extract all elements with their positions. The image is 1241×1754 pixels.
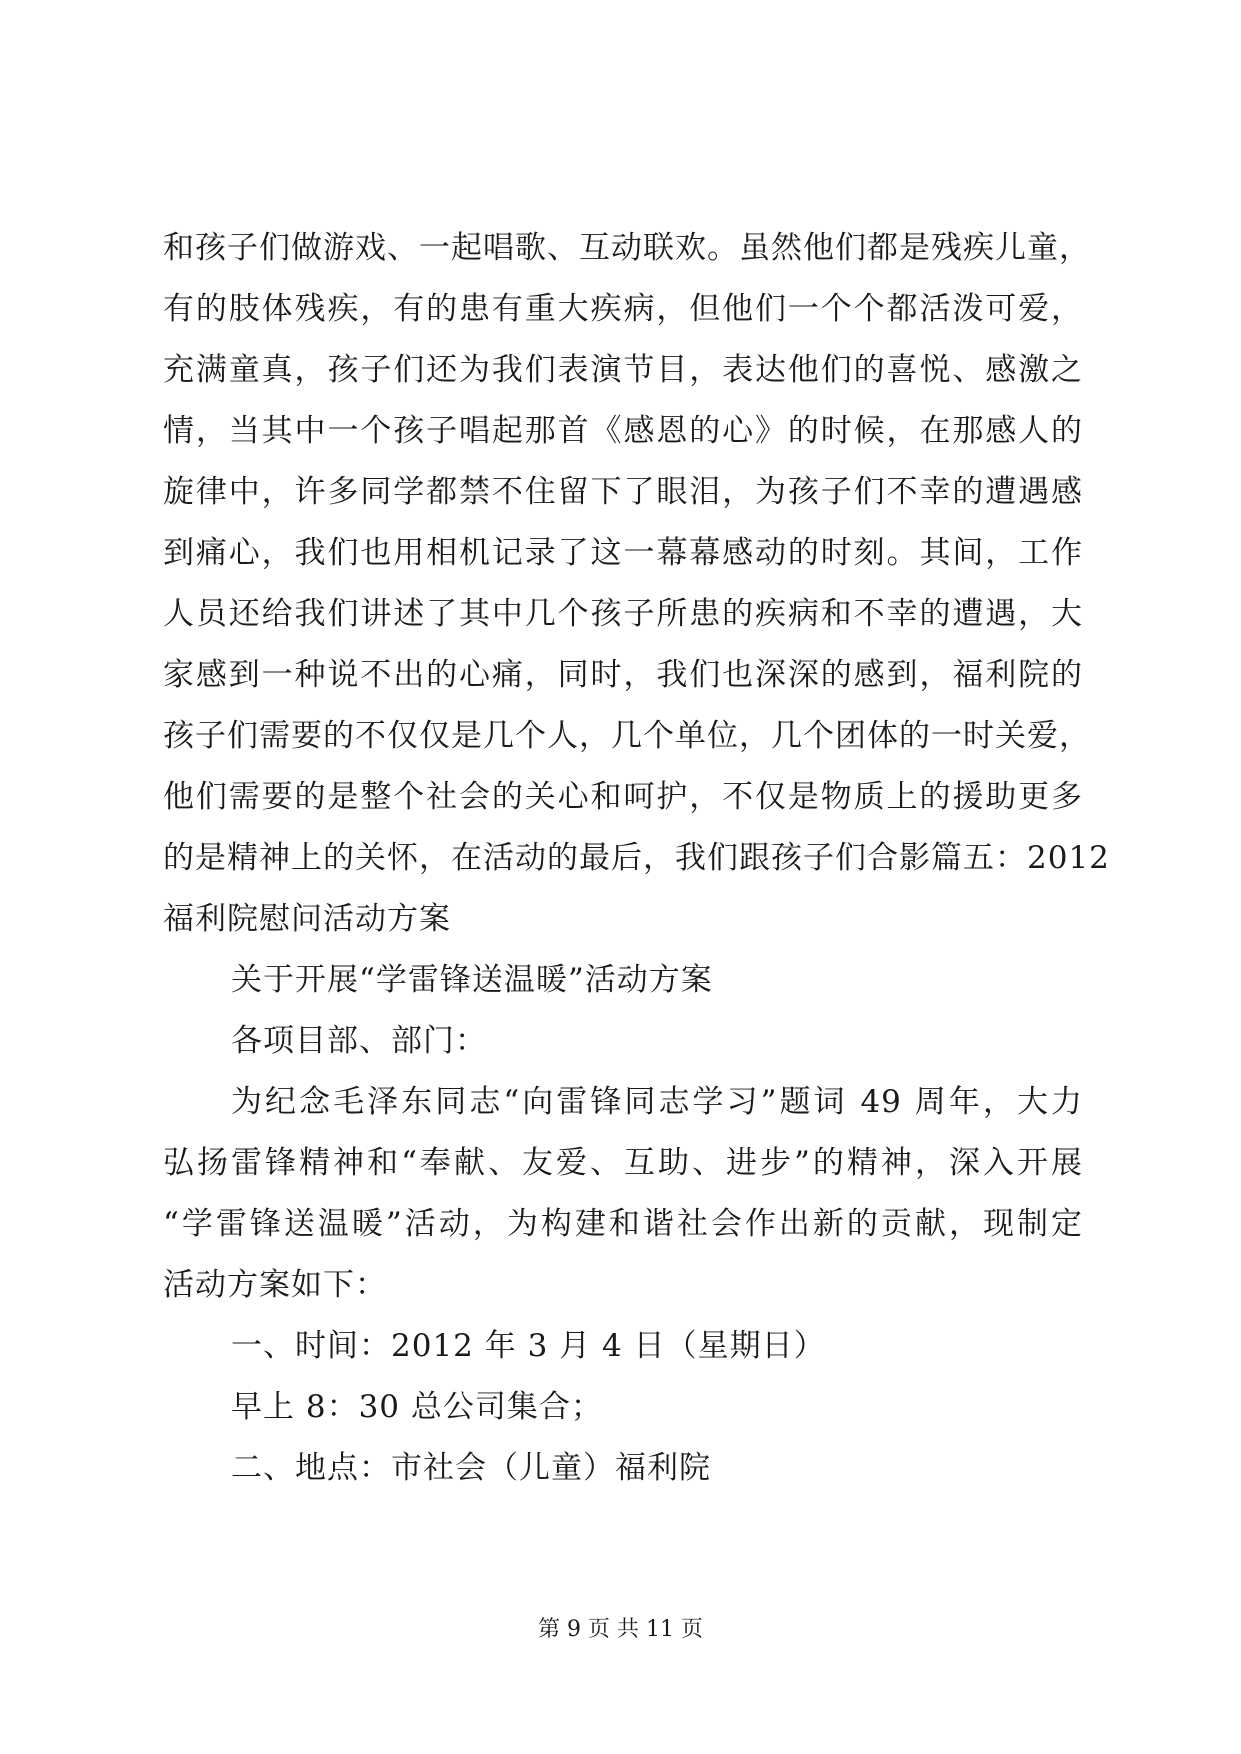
text-line: 有的肢体残疾，有的患有重大疾病，但他们一个个都活泼可爱， (163, 291, 1083, 327)
text-line: 的是精神上的关怀，在活动的最后，我们跟孩子们合影篇五：2012 (163, 840, 1110, 876)
text-line: 和孩子们做游戏、一起唱歌、互动联欢。虽然他们都是残疾儿童， (163, 230, 1091, 266)
salutation: 各项目部、部门： (231, 1023, 487, 1059)
text-line: 二、地点：市社会（儿童）福利院 (231, 1450, 711, 1486)
text-line: 情，当其中一个孩子唱起那首《感恩的心》的时候，在那感人的 (163, 413, 1083, 449)
text-line: 活动方案如下： (163, 1267, 387, 1303)
text-line: 早上 8：30 总公司集合； (231, 1389, 603, 1425)
text-line: 福利院慰问活动方案 (163, 901, 451, 937)
section-heading: 关于开展“学雷锋送温暖”活动方案 (231, 962, 713, 998)
text-line: 他们需要的是整个社会的关心和呵护，不仅是物质上的援助更多 (163, 779, 1083, 815)
text-line: 充满童真，孩子们还为我们表演节目，表达他们的喜悦、感激之 (163, 352, 1083, 388)
page-footer: 第 9 页 共 11 页 (538, 1617, 703, 1642)
text-line: 弘扬雷锋精神和“奉献、友爱、互助、进步”的精神，深入开展 (163, 1145, 1083, 1181)
text-line: 旋律中，许多同学都禁不住留下了眼泪，为孩子们不幸的遭遇感 (163, 474, 1083, 510)
text-line: 到痛心，我们也用相机记录了这一幕幕感动的时刻。其间，工作 (163, 535, 1083, 571)
text-line: 人员还给我们讲述了其中几个孩子所患的疾病和不幸的遭遇，大 (163, 596, 1083, 632)
text-line: “学雷锋送温暖”活动，为构建和谐社会作出新的贡献，现制定 (163, 1206, 1083, 1242)
text-line: 一、时间：2012 年 3 月 4 日（星期日） (231, 1328, 826, 1364)
text-line: 为纪念毛泽东同志“向雷锋同志学习”题词 49 周年，大力 (231, 1084, 1083, 1120)
document-body (163, 218, 1110, 1499)
text-line: 家感到一种说不出的心痛，同时，我们也深深的感到，福利院的 (163, 657, 1083, 693)
text-line: 孩子们需要的不仅仅是几个人，几个单位，几个团体的一时关爱， (163, 718, 1091, 754)
